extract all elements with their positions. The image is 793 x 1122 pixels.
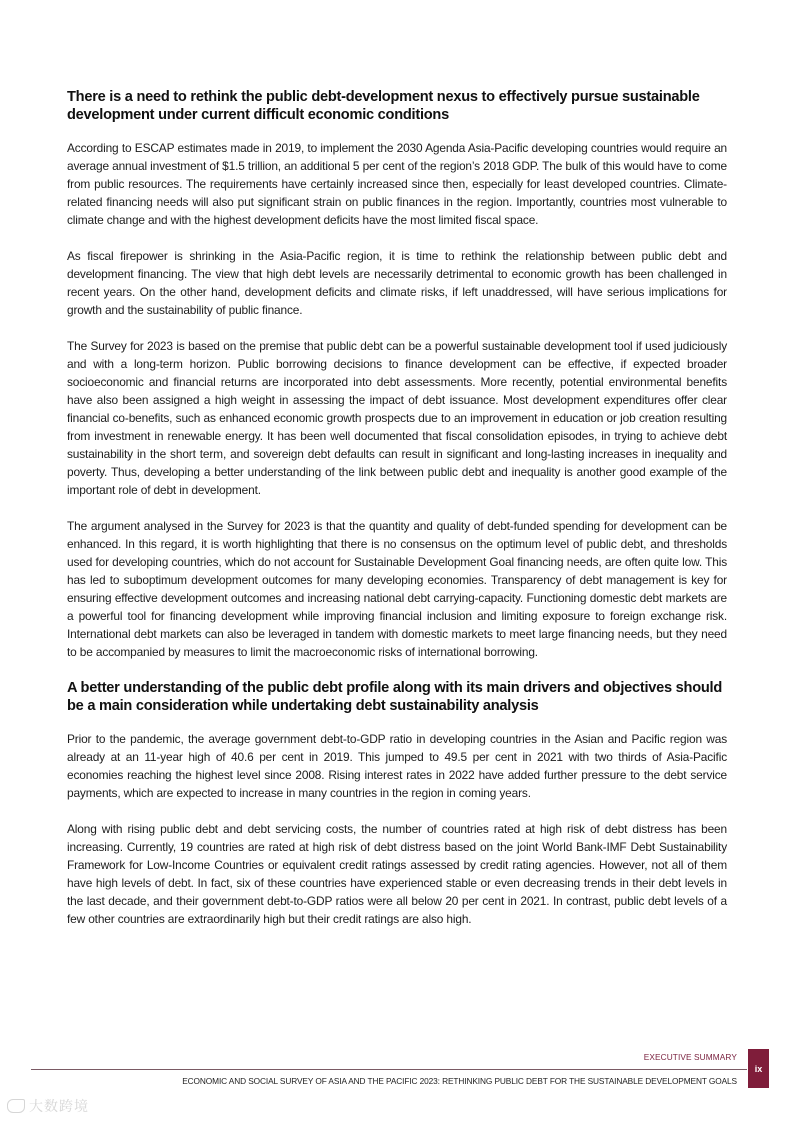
watermark-logo-icon xyxy=(7,1099,25,1113)
footer-section-label: EXECUTIVE SUMMARY xyxy=(643,1052,737,1062)
section-heading-1: There is a need to rethink the public debt-development nexus to effectively pursue sustainable development under current difficult economic conditions xyxy=(67,89,700,123)
paragraph: As fiscal firepower is shrinking in the Asia-Pacific region, it is time to rethink the relationship between public debt and development financing. The view that high debt levels are necessarily detrimental to economic growth has been challenged in recent years. On the other hand, development deficits and climate risks, if left unaddressed, will have serious implications for growth and the sustainability of public finance. xyxy=(67,249,727,317)
watermark-text: 大数跨境 xyxy=(29,1098,89,1114)
section-heading-2: A better understanding of the public debt profile along with its main drivers and objectives should be a main consideration while undertaking debt sustainability analysis xyxy=(67,680,723,714)
footer-divider xyxy=(31,1069,747,1070)
footer-publication-title: ECONOMIC AND SOCIAL SURVEY OF ASIA AND THE PACIFIC 2023: RETHINKING PUBLIC DEBT FOR THE SUSTAINABLE DEVELOPMENT GOALS xyxy=(182,1076,737,1086)
paragraph: According to ESCAP estimates made in 2019, to implement the 2030 Agenda Asia-Pacific developing countries would require an average annual investment of $1.5 trillion, an additional 5 per cent of the region’s 2018 GDP. The bulk of this would have to come from public resources. The requirements have certainly increased since then, especially for least developed countries. Climate-related financing needs will also put significant strain on public finances in the region. Importantly, countries most vulnerable to climate change and with the highest development deficits have the most limited fiscal space. xyxy=(67,141,727,227)
watermark xyxy=(7,1096,89,1116)
page-number-tab xyxy=(748,1049,769,1088)
paragraph: Prior to the pandemic, the average government debt-to-GDP ratio in developing countries in the Asian and Pacific region was already at an 11-year high of 40.6 per cent in 2019. This jumped to 49.5 per cent in 2021 with two thirds of Asia-Pacific economies reaching the highest level since 2008. Rising interest rates in 2022 have added further pressure to the debt service payments, which are expected to increase in many countries in the region in coming years. xyxy=(67,732,727,800)
page-content xyxy=(67,88,727,946)
paragraph: Along with rising public debt and debt servicing costs, the number of countries rated at high risk of debt distress has been increasing. Currently, 19 countries are rated at high risk of debt distress based on the joint World Bank-IMF Debt Sustainability Framework for Low-Income Countries or equivalent credit ratings assessed by credit rating agencies. However, not all of them have high levels of debt. In fact, six of these countries have experienced stable or even decreasing trends in their debt levels in the last decade, and their government debt-to-GDP ratios were all below 20 per cent in 2021. In contrast, public debt levels of a few other countries are extraordinarily high but their credit ratings are also high. xyxy=(67,822,727,926)
paragraph: The Survey for 2023 is based on the premise that public debt can be a powerful sustainable development tool if used judiciously and with a long-term horizon. Public borrowing decisions to finance development can be effective, if expected broader socioeconomic and financial returns are incorporated into debt assessments. More recently, potential environmental benefits have also been assigned a high weight in assessing the impact of debt issuance. Most development expenditures offer clear financial co-benefits, such as enhanced economic growth prospects due to an improvement in education or job creation resulting from investment in renewable energy. It has been well documented that fiscal consolidation episodes, in trying to achieve debt sustainability in the short term, and sovereign debt defaults can result in significant and long-lasting increases in inequality and poverty. Thus, developing a better understanding of the link between public debt and inequality is another good example of the important role of debt in development. xyxy=(67,339,727,497)
paragraph: The argument analysed in the Survey for 2023 is that the quantity and quality of debt-funded spending for development can be enhanced. In this regard, it is worth highlighting that there is no consensus on the optimum level of public debt, and thresholds used for developing countries, which do not account for Sustainable Development Goal financing needs, are often quite low. This has led to suboptimum development outcomes for many developing economies. Transparency of debt management is key for ensuring effective development outcomes and increasing national debt carrying-capacity. Functioning domestic debt markets are a powerful tool for financing development while improving financial inclusion and limiting exposure to foreign exchange risk. International debt markets can also be leveraged in tandem with domestic markets to meet large financing needs, but they need to be accompanied by measures to limit the macroeconomic risks of international borrowing. xyxy=(67,519,727,659)
page-number: ix xyxy=(754,1063,763,1074)
